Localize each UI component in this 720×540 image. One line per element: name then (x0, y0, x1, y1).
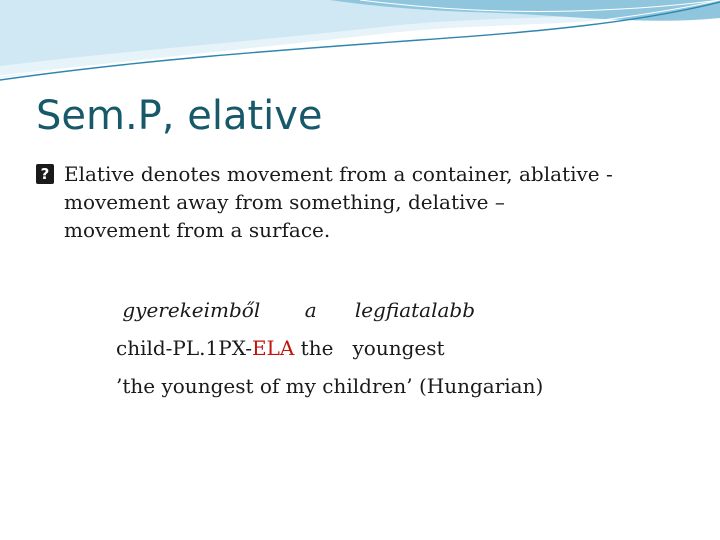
slide-title: Sem.P, elative (36, 93, 323, 139)
gloss-morpheme-text: child-PL.1PX- (116, 336, 252, 360)
bullet-line-1 (36, 160, 686, 188)
unknown-glyph-icon (36, 164, 54, 184)
gloss-morpheme-rest: the youngest (294, 336, 445, 360)
bullet-line-2 (36, 188, 686, 216)
bullet-text-1: Elative denotes movement from a container, ablative - (64, 162, 613, 186)
gloss-morpheme-line (116, 334, 676, 362)
header-wave-decoration (0, 0, 720, 90)
bullet-text-2: movement away from something, delative – (64, 190, 505, 214)
bullet-line-3 (36, 216, 686, 244)
gloss-ela-highlight: ELA (252, 336, 295, 360)
bullet-text-3: movement from a surface. (64, 218, 331, 242)
gloss-hungarian-line: gyerekeimből a legfiatalabb (116, 298, 476, 322)
gloss-translation-line: ’the youngest of my children’ (Hungarian) (116, 374, 544, 398)
bullet-paragraph (36, 160, 686, 244)
